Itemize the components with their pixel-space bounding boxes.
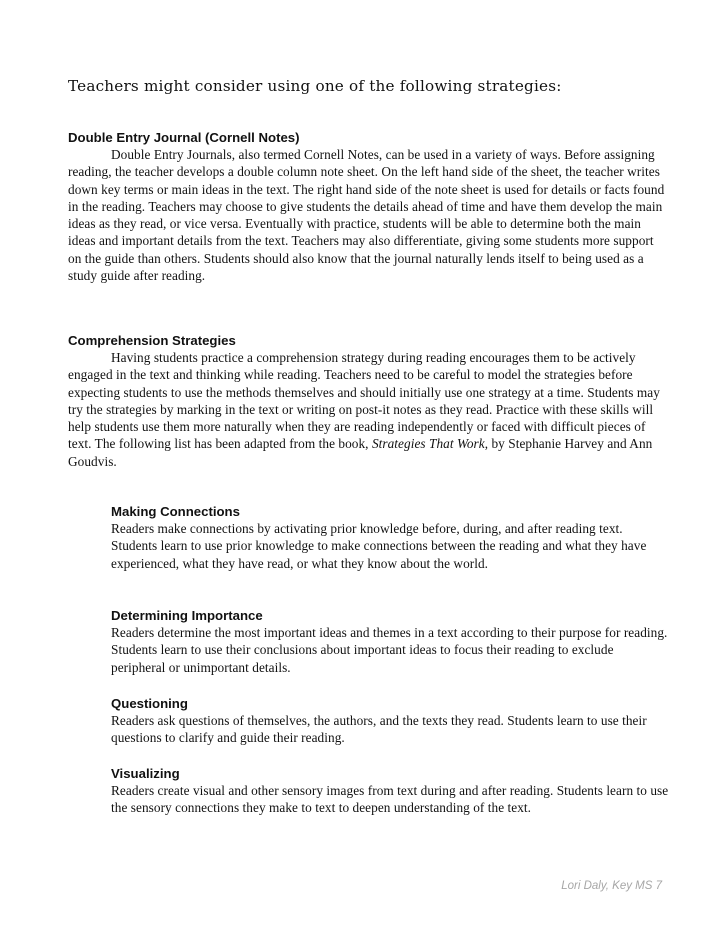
strategy-title: Visualizing	[111, 766, 180, 781]
body-text: , by Stephanie Harvey and Ann Goudvis.	[68, 436, 653, 469]
strategy-text: Readers ask questions of themselves, the authors, and the texts they read. Students learn to use their questions to clarify and guide their reading.	[111, 713, 647, 746]
strategy-determining-importance	[111, 607, 671, 676]
strategy-text: Readers make connections by activating prior knowledge before, during, and after reading text. Students learn to use prior knowledge to make connections between the reading and what they have experienced, what they have read, or what they know about the world.	[111, 521, 647, 571]
body-text: Having students practice a comprehension strategy during reading encourages them to be actively engaged in the text and thinking while reading. Teachers need to be careful to model the strategies before expecting students to use the methods themselves and should initially use one strategy at a time. Students may try the strategies by marking in the text or writing on post-it notes as they read. Practice with these skills will help students use them more naturally when they are reading independently or faced with difficult pieces of text. The following list has been adapted from the book,	[68, 350, 660, 452]
section-heading: Double Entry Journal (Cornell Notes)	[68, 130, 300, 145]
page-footer: Lori Daly, Key MS 7	[561, 880, 662, 892]
section-body	[68, 349, 666, 470]
section-double-entry-journal	[68, 129, 666, 284]
strategy-text: Readers determine the most important ideas and themes in a text according to their purpose for reading. Students learn to use their conclusions about important ideas to focus their reading to exclude peripheral or unimportant details.	[111, 625, 668, 675]
book-title: Strategies That Work	[371, 436, 485, 452]
strategy-title: Questioning	[111, 696, 188, 711]
strategy-title: Determining Importance	[111, 608, 263, 623]
strategy-visualizing	[111, 765, 671, 817]
strategy-text: Readers create visual and other sensory images from text during and after reading. Students learn to use the sensory connections they make to text to deepen understanding of the text.	[111, 783, 669, 816]
section-heading: Comprehension Strategies	[68, 333, 236, 348]
section-body: Double Entry Journals, also termed Cornell Notes, can be used in a variety of ways. Before assigning reading, the teacher develops a double column note sheet. On the left hand side of the sheet, the teacher writes down key terms or main ideas in the text. The right hand side of the note sheet is used for details or facts found in the reading. Teachers may choose to give students the details ahead of time and have them develop the main ideas as they read, or vice versa. Eventually with practice, students will be able to determine both the main ideas and important details from the text. Teachers may also differentiate, giving some students more support on the guide than others. Students should also know that the journal naturally lends itself to being used as a study guide after reading.	[68, 147, 665, 284]
intro-sentence: Teachers might consider using one of the following strategies:	[68, 77, 562, 95]
strategy-title: Making Connections	[111, 504, 240, 519]
section-comprehension-strategies	[68, 332, 666, 470]
strategy-questioning	[111, 695, 671, 747]
strategy-making-connections	[111, 503, 671, 572]
